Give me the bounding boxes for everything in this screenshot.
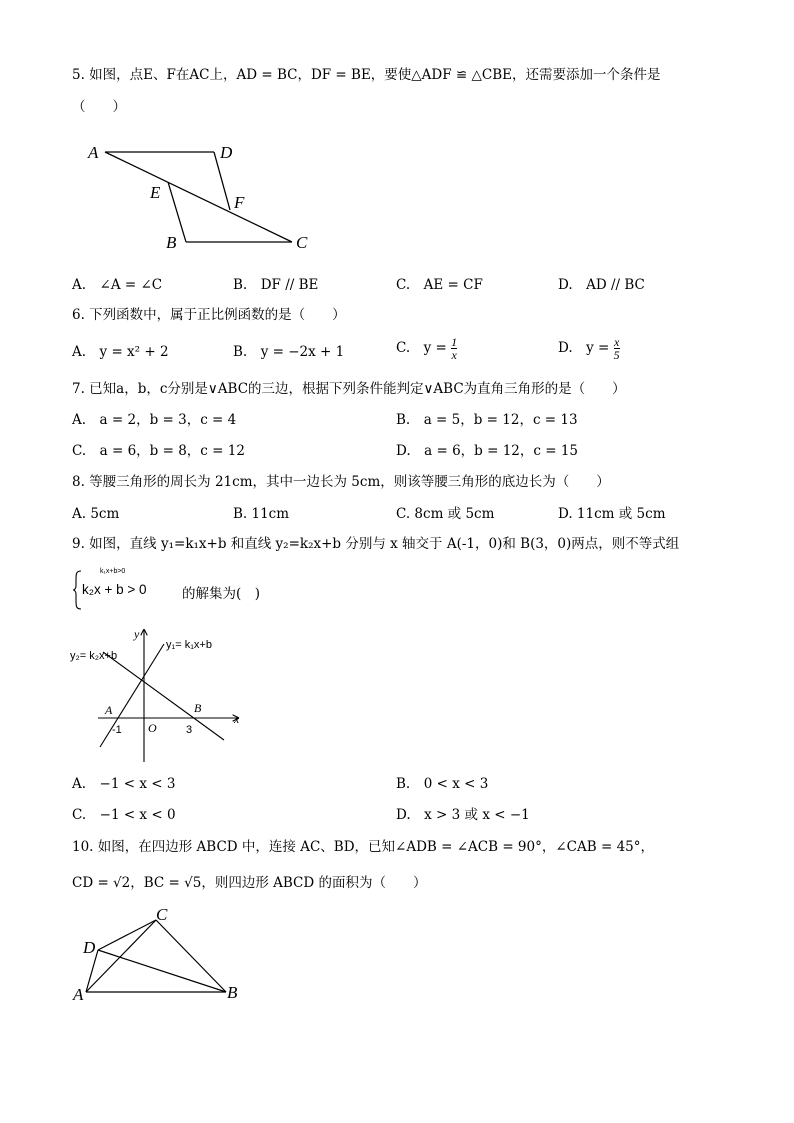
q9-point-a-label: A — [105, 703, 113, 717]
q10-figure — [70, 906, 250, 1006]
q6-option-c-prefix: C. y = — [396, 340, 447, 356]
q9-option-d: D. x > 3 或 x < −1 — [396, 807, 530, 823]
q9-tick-neg1: -1 — [112, 724, 122, 736]
q6-option-d-fraction — [614, 336, 620, 361]
q5-figure — [80, 138, 320, 258]
q6-option-c — [396, 336, 457, 361]
q5-option-d: D. AD // BC — [558, 277, 645, 293]
q5-label-d: D — [220, 143, 233, 162]
q9-system-bottom: k₂x + b > 0 — [82, 582, 147, 597]
q6-stem: 6. 下列函数中，属于正比例函数的是（ ） — [72, 307, 346, 323]
q5-stem: 5. 如图，点E、F在AC上，AD = BC，DF = BE，要使△ADF ≌ △CBE，还需要添加一个条件是 — [72, 67, 661, 83]
q9-option-b: B. 0 < x < 3 — [396, 776, 489, 792]
brace-icon — [72, 570, 82, 610]
q5-label-f: F — [234, 193, 245, 212]
q9-stem: 9. 如图，直线 y₁=k₁x+b 和直线 y₂=k₂x+b 分别与 x 轴交于 A(-1，0)和 B(3，0)两点，则不等式组 — [72, 536, 680, 552]
q10-label-c: C — [156, 906, 168, 924]
q10-stem-line2: CD = √2，BC = √5，则四边形 ABCD 的面积为（ ） — [72, 875, 427, 891]
q5-option-a: A. ∠A = ∠C — [72, 277, 163, 293]
q8-option-d: D. 11cm 或 5cm — [558, 506, 666, 522]
q5-label-e: E — [150, 183, 161, 202]
q8-stem: 8. 等腰三角形的周长为 21cm，其中一边长为 5cm，则该等腰三角形的底边长为（ ） — [72, 474, 610, 490]
q5-paren: （ ） — [72, 99, 126, 115]
q10-stem: 10. 如图，在四边形 ABCD 中，连接 AC、BD，已知∠ADB = ∠ACB = 90°，∠CAB = 45°， — [72, 839, 654, 855]
q6-option-d-prefix: D. y = — [558, 340, 610, 356]
q7-option-d: D. a = 6，b = 12，c = 15 — [396, 443, 579, 459]
q6-option-a: A. y = x² + 2 — [72, 344, 169, 360]
q6-option-c-denominator: x — [451, 348, 457, 362]
q8-option-a: A. 5cm — [72, 506, 120, 522]
q6-option-d-numerator: x — [614, 335, 620, 349]
q6-option-c-numerator: 1 — [451, 335, 458, 349]
q9-x-axis-label: x — [234, 712, 240, 726]
q7-option-b: B. a = 5，b = 12，c = 13 — [396, 412, 578, 428]
q5-option-b: B. DF // BE — [233, 277, 319, 293]
q10-label-d: D — [83, 938, 96, 957]
q8-option-c: C. 8cm 或 5cm — [396, 506, 495, 522]
q9-option-c: C. −1 < x < 0 — [72, 807, 176, 823]
q7-stem: 7. 已知a，b，c分别是∨ABC的三边，根据下列条件能判定∨ABC为直角三角形的是（ ） — [72, 381, 626, 397]
q9-point-b-label: B — [194, 701, 202, 715]
q7-option-a: A. a = 2，b = 3，c = 4 — [72, 412, 237, 428]
q9-system-top: k₁x+b>0 — [100, 568, 126, 575]
q9-tick-3: 3 — [186, 724, 193, 736]
q5-label-b: B — [166, 233, 177, 252]
q5-option-c: C. AE = CF — [396, 277, 483, 293]
q9-line1-label: y₁= k₁x+b — [166, 639, 212, 651]
q9-line2-label: y₂= k₂x+b — [70, 650, 118, 662]
q9-graph — [68, 622, 258, 767]
q9-option-a: A. −1 < x < 3 — [72, 776, 176, 792]
q8-option-b: B. 11cm — [233, 506, 290, 522]
q9-system-tail: 的解集为( ) — [182, 586, 261, 602]
q10-label-b: B — [227, 983, 238, 1002]
q6-option-c-fraction — [451, 336, 457, 361]
q9-inequality-system — [72, 568, 272, 612]
q5-label-c: C — [296, 233, 308, 252]
q6-option-d-denominator: 5 — [613, 348, 620, 362]
q7-option-c: C. a = 6，b = 8，c = 12 — [72, 443, 245, 459]
q9-origin-label: O — [148, 721, 157, 735]
q9-y-axis-label: y — [134, 627, 140, 641]
q10-label-a: A — [73, 985, 84, 1004]
q6-option-d — [558, 336, 620, 361]
q5-label-a: A — [88, 143, 99, 162]
q6-option-b: B. y = −2x + 1 — [233, 344, 345, 360]
